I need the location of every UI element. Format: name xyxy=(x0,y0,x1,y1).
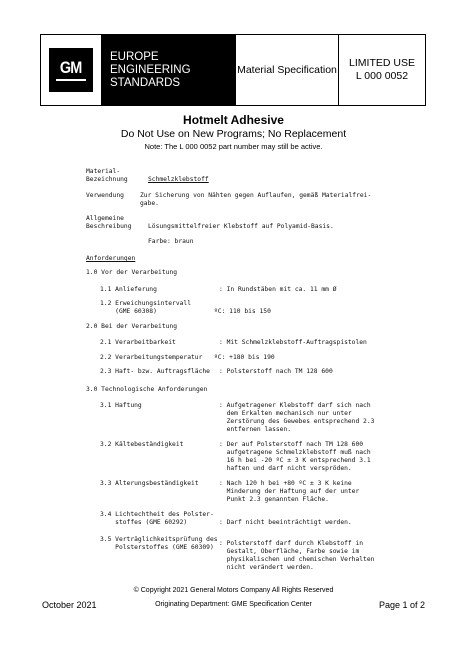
item-3-5-value: : Polsterstoff darf durch Klebstoff in Gestalt, Oberfläche, Farbe sowie im physikalischen und chemischen Verhalten nicht verändert werden. xyxy=(219,540,375,571)
item-3-1-label: 3.1 Haftung xyxy=(100,402,142,409)
general-label: Allgemeine Beschreibung xyxy=(86,215,132,230)
item-2-1-label: 2.1 Verarbeitbarkeit xyxy=(100,339,176,346)
item-2-3-value: : Polsterstoff nach TM 128 600 xyxy=(219,368,333,375)
header-box xyxy=(40,34,426,106)
footer-date: October 2021 xyxy=(42,600,97,610)
use-value: Zur Sicherung von Nähten gegen Auflaufen, gemäß Materialfrei- gabe. xyxy=(140,192,372,207)
general-value: Lösungsmittelfreier Klebstoff auf Polyamid-Basis. xyxy=(148,223,334,230)
requirements-heading: Anforderungen xyxy=(86,255,136,262)
doc-title: Hotmelt Adhesive xyxy=(183,113,284,127)
material-label: Material- Bezeichnung xyxy=(86,168,128,183)
gm-logo xyxy=(49,48,93,92)
doc-subtitle: Do Not Use on New Programs; No Replacement xyxy=(120,128,347,140)
logo-underline xyxy=(56,79,86,81)
item-2-2-label: 2.2 Verarbeitungstemperatur xyxy=(100,354,203,361)
org-line-2: ENGINEERING xyxy=(110,64,191,76)
item-1-2-value: ºC: 110 bis 150 xyxy=(214,308,271,315)
section-1-heading: 1.0 Vor der Verarbeitung xyxy=(86,269,177,276)
item-3-4-label: 3.4 Lichtechtheit des Polster- stoffes (GME 60292) xyxy=(100,511,214,526)
item-3-3-label: 3.3 Alterungsbeständigkeit xyxy=(100,480,199,487)
doc-number: L 000 0052 xyxy=(355,70,409,82)
item-2-2-value: ºC: +180 bis 190 xyxy=(214,354,275,361)
item-3-1-value: : Aufgetragener Klebstoff darf sich nach dem Erkalten mechanisch nur unter Zerstörung des Gewebes entsprechend 2.3 entfernen lassen. xyxy=(219,402,375,433)
item-2-1-value: : Mit Schmelzklebstoff-Auftragspistolen xyxy=(219,339,367,346)
doc-id-block xyxy=(339,35,425,105)
limited-use-label: LIMITED USE xyxy=(349,57,415,69)
org-name xyxy=(102,35,236,105)
item-3-3-value: : Nach 120 h bei +80 ºC ± 3 K keine Minderung der Haftung auf der unter Punkt 2.3 genannten Fläche. xyxy=(219,480,360,503)
org-line-1: EUROPE xyxy=(110,51,159,63)
color-value: Farbe: braun xyxy=(148,238,194,245)
section-2-heading: 2.0 Bei der Verarbeitung xyxy=(86,323,177,330)
use-label: Verwendung xyxy=(86,192,124,199)
item-2-3-label: 2.3 Haft- bzw. Auftragsfläche xyxy=(100,368,210,375)
material-value: Schmelzklebstoff xyxy=(148,176,209,183)
item-1-1-label: 1.1 Anlieferung xyxy=(100,286,157,293)
logo-cell xyxy=(41,35,102,105)
footer-department: Originating Department: GME Specification Center xyxy=(155,601,312,608)
footer-page: Page 1 of 2 xyxy=(378,600,425,610)
item-1-2-label: 1.2 Erweichungsintervall (GME 60308) xyxy=(100,300,191,315)
doc-note: Note: The L 000 0052 part number may still be active. xyxy=(144,142,323,151)
item-3-4-value: : Darf nicht beeinträchtigt werden. xyxy=(219,519,352,526)
item-3-5-label: 3.5 Verträglichkeitsprüfung des Polsterstoffes (GME 60309) xyxy=(100,536,218,551)
item-3-2-value: : Der auf Polsterstoff nach TM 128 600 aufgetragene Schmelzklebstoff muß nach 16 h bei -20 ºC ± 3 K entsprechend 3.1 haften und darf nicht verspröden. xyxy=(219,441,371,472)
logo-text: GM xyxy=(60,58,82,77)
item-1-1-value: : In Rundstäben mit ca. 11 mm Ø xyxy=(219,286,337,293)
item-3-2-label: 3.2 Kältebeständigkeit xyxy=(100,441,184,448)
section-3-heading: 3.0 Technologische Anforderungen xyxy=(86,386,208,393)
copyright: © Copyright 2021 General Motors Company All Rights Reserved xyxy=(133,587,334,594)
org-line-3: STANDARDS xyxy=(110,77,181,89)
doc-type: Material Specification xyxy=(236,35,339,105)
